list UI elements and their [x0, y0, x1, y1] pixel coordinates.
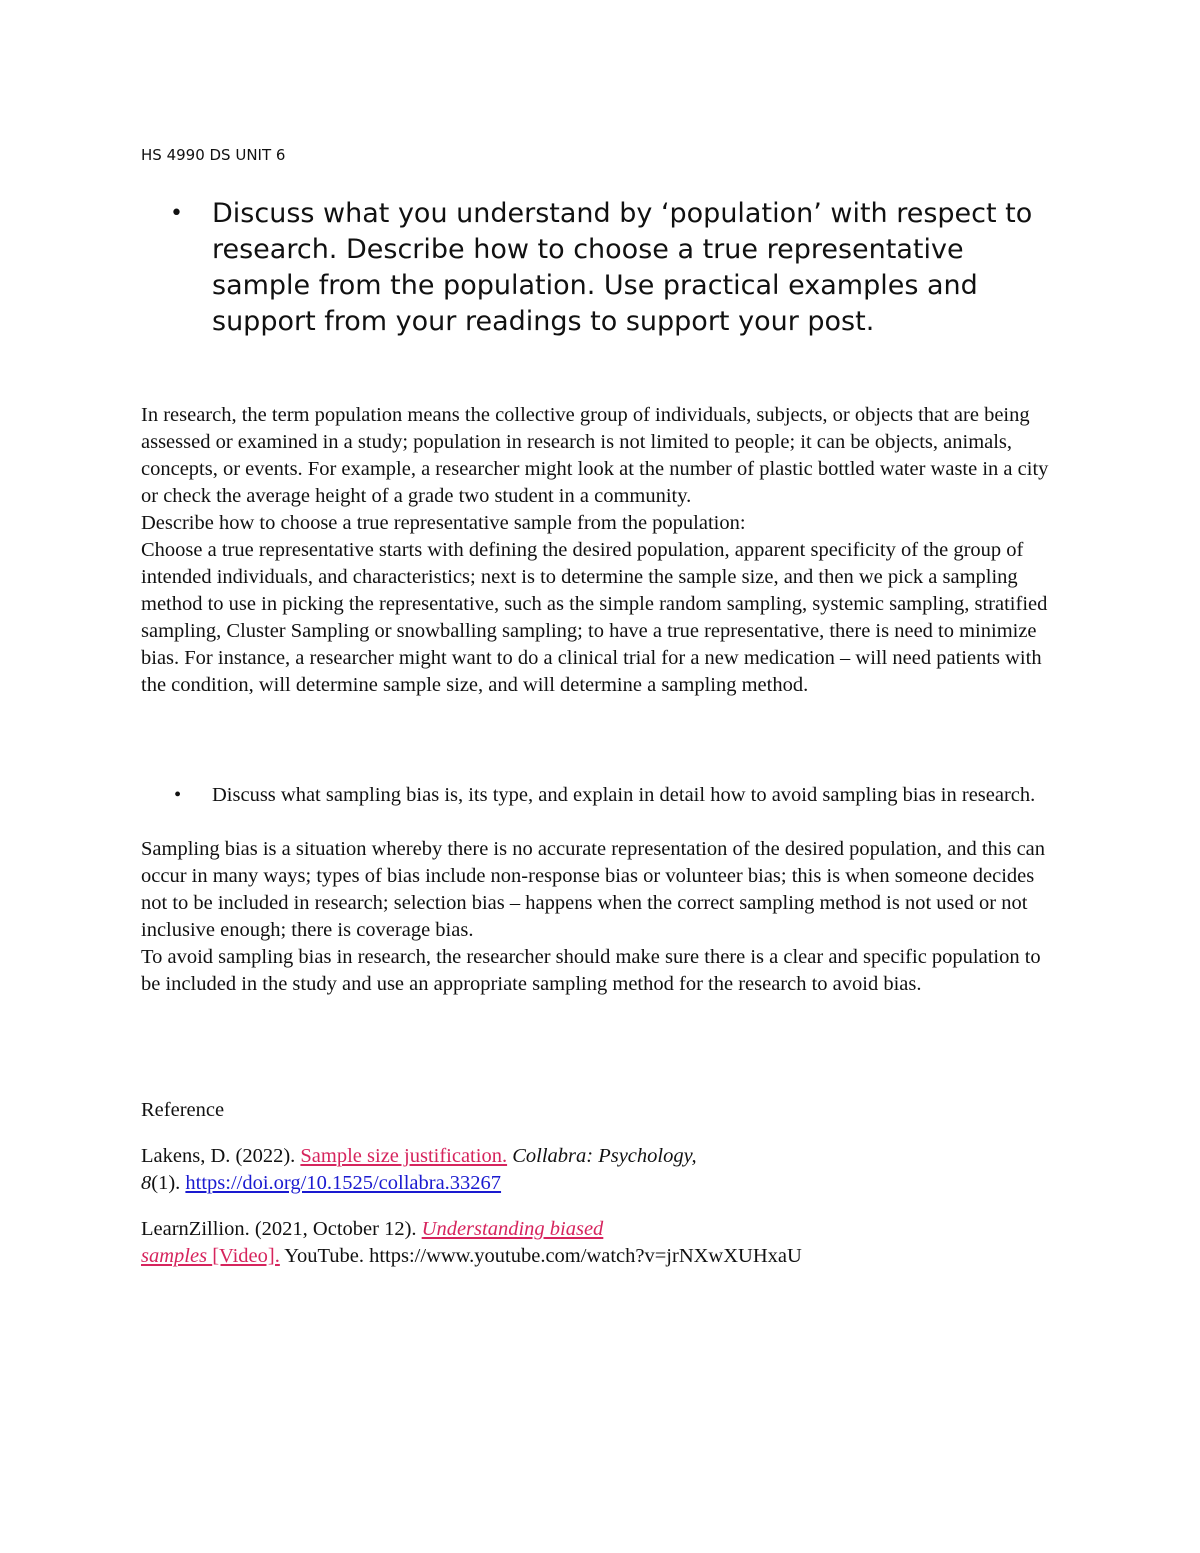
reference-1-issue: (1).: [151, 1172, 186, 1194]
answer-2: [141, 836, 1061, 998]
bullet-icon: •: [170, 201, 183, 226]
reference-2-title-link[interactable]: Understanding biased: [421, 1218, 604, 1240]
bullet-icon: •: [174, 784, 182, 806]
answer-1-paragraph-1: In research, the term population means the collective group of individuals, subjects, or objects that are being assessed or examined in a study; population in research is not limited to people; it can be objects, animals, concepts, or events. For example, a researcher might look at the number of plastic bottled water waste in a city or check the average height of a grade two student in a community.: [141, 404, 1049, 507]
reference-1-title-link[interactable]: Sample size justification.: [300, 1145, 508, 1167]
reference-2-authors: LearnZillion. (2021, October 12).: [141, 1218, 422, 1240]
reference-1-volume: 8: [141, 1172, 152, 1194]
reference-1-authors: Lakens, D. (2022).: [141, 1145, 301, 1167]
answer-2-paragraph-1: Sampling bias is a situation whereby there is no accurate representation of the desired population, and this can occur in many ways; types of bias include non-response bias or volunteer bias; this is when someone decides not to be included in research; selection bias – happens when the correct sampling method is not used or not inclusive enough; there is coverage bias.: [141, 838, 1046, 941]
answer-1-paragraph-2: Choose a true representative starts with defining the desired population, apparent specificity of the group of intended individuals, and characteristics; next is to determine the sample size, and then we pick a sampling method to use in picking the representative, such as the simple random sampling, systemic sampling, stratified sampling, Cluster Sampling or snowballing sampling; to have a true representative, there is need to minimize bias. For instance, a researcher might want to do a clinical trial for a new medication – will need patients with the condition, will determine sample size, and will determine a sampling method.: [141, 539, 1048, 696]
reference-1-doi-link[interactable]: https://doi.org/10.1525/collabra.33267: [185, 1172, 502, 1194]
reference-1: [141, 1143, 1061, 1197]
question-1-text: Discuss what you understand by ‘population’ with respect to research. Describe how to choose a true representative sample from the population. Use practical examples and support from your readings to support your post.: [212, 198, 1033, 337]
question-2-text: Discuss what sampling bias is, its type, and explain in detail how to avoid sampling bias in research.: [212, 784, 1036, 806]
answer-1: [141, 402, 1061, 699]
reference-2-source: YouTube. https://www.youtube.com/watch?v=jrNXwXUHxaU: [279, 1245, 802, 1267]
references-heading: Reference: [141, 1099, 225, 1121]
answer-2-paragraph-2: To avoid sampling bias in research, the researcher should make sure there is a clear and specific population to be included in the study and use an appropriate sampling method for the research to avoid bias.: [141, 946, 1041, 995]
answer-1-subheading: Describe how to choose a true representative sample from the population:: [141, 512, 746, 534]
document-title: HS 4990 DS UNIT 6: [141, 146, 286, 164]
discussion-question-2: [170, 782, 1060, 809]
reference-2-title-link-continued[interactable]: samples: [141, 1245, 213, 1267]
references-section: [141, 1097, 1061, 1124]
reference-1-journal: Collabra: Psychology,: [507, 1145, 697, 1167]
reference-2-video-link[interactable]: [Video].: [212, 1245, 280, 1267]
reference-2: [141, 1216, 1061, 1270]
discussion-question-1: [170, 196, 1060, 340]
